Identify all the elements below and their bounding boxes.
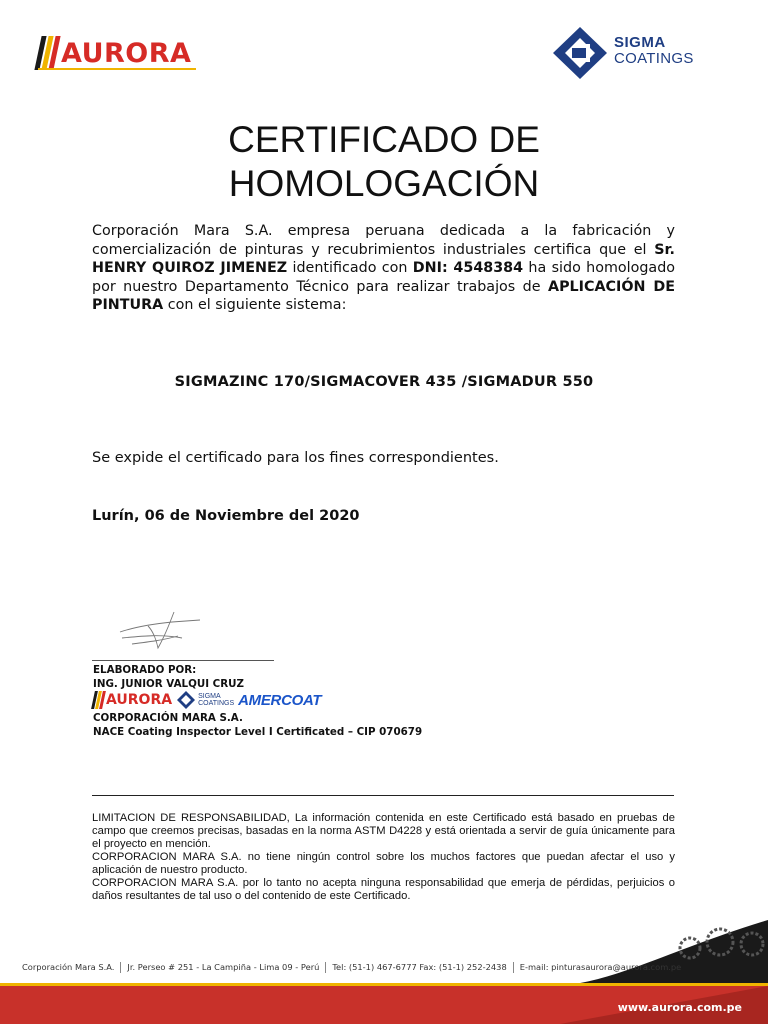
signature-line	[92, 660, 274, 661]
holder-dni: DNI: 4548384	[412, 260, 524, 276]
disclaimer-divider	[92, 795, 674, 796]
mini-sigma-line2: COATINGS	[198, 700, 235, 707]
aurora-logo-text: AURORA	[61, 37, 192, 69]
preparer-name: ING. JUNIOR VALQUI CRUZ	[93, 678, 244, 690]
prepared-by-block	[93, 663, 244, 691]
signature-image	[112, 608, 212, 658]
issue-statement: Se expide el certificado para los fines correspondientes.	[92, 450, 499, 466]
mini-amercoat-logo: AMERCOAT	[238, 691, 322, 709]
body-text-3: ha sido homologado por nuestro Departamento Técnico para realizar trabajos de	[92, 260, 676, 295]
sigma-diamond-icon	[552, 26, 608, 80]
prepared-by-label: ELABORADO POR:	[93, 664, 197, 676]
footer-company: Corporación Mara S.A.	[22, 962, 115, 972]
brand-logos-row	[93, 690, 321, 710]
footer-address: Jr. Perseo # 251 - La Campiña - Lima 09 - Perú	[127, 962, 320, 972]
sigma-logo-line2: COATINGS	[614, 50, 694, 67]
aurora-underline	[38, 68, 196, 70]
mini-sigma-line1: SIGMA	[198, 693, 221, 700]
footer-phone: Tel: (51-1) 467-6777 Fax: (51-1) 252-2438	[332, 962, 507, 972]
preparer-certification: NACE Coating Inspector Level I Certificated – CIP 070679	[93, 726, 423, 738]
coating-system: SIGMAZINC 170/SIGMACOVER 435 /SIGMADUR 550	[174, 374, 594, 390]
body-text-2: identificado con	[287, 260, 413, 276]
sigma-coatings-logo	[552, 26, 702, 80]
aurora-logo	[38, 34, 191, 72]
body-text-4: con el siguiente sistema:	[163, 297, 347, 313]
mini-sigma-diamond-icon	[176, 690, 196, 710]
title-line-1: CERTIFICADO DE	[228, 119, 540, 160]
footer-gear-decoration-icon	[560, 920, 768, 986]
mini-aurora-flag-icon	[93, 691, 104, 709]
footer-email: E-mail: pinturasaurora@aurora.com.pe	[519, 962, 682, 972]
certificate-body	[92, 222, 675, 315]
disclaimer-paragraph-1: LIMITACION DE RESPONSABILIDAD, La información contenida en este Certificado está basado en pruebas de campo que creemos precisas, basadas en la norma ASTM D4228 y está orientada a servir de guía únicamente para el proyecto en mención.	[92, 812, 675, 850]
body-text-1: Corporación Mara S.A. empresa peruana dedicada a la fabricación y comercialización de pinturas y recubrimientos industriales certifica que el	[92, 223, 675, 258]
footer-contact-info	[22, 962, 681, 973]
preparer-affiliation	[93, 711, 422, 739]
page-title	[0, 118, 768, 206]
mini-aurora-logo	[93, 691, 172, 709]
aurora-flag-icon	[38, 36, 57, 70]
holder-name: Sr. HENRY QUIROZ JIMENEZ	[92, 241, 675, 276]
mini-aurora-text: AURORA	[106, 692, 173, 708]
disclaimer	[92, 812, 675, 903]
sigma-logo-text	[614, 35, 694, 66]
work-type: APLICACIÓN DE PINTURA	[92, 278, 675, 313]
disclaimer-paragraph-3: CORPORACION MARA S.A. por lo tanto no acepta ninguna responsabilidad que emerja de pérdidas, perjuicios o daños resultantes de tal uso o del contenido de este Certificado.	[92, 877, 675, 902]
title-line-2: HOMOLOGACIÓN	[228, 163, 540, 204]
mini-sigma-logo	[176, 690, 234, 710]
sigma-logo-line1: SIGMA	[614, 34, 666, 51]
footer-website-link[interactable]: www.aurora.com.pe	[617, 1001, 742, 1014]
preparer-company: CORPORACIÓN MARA S.A.	[93, 712, 243, 724]
issue-date: Lurín, 06 de Noviembre del 2020	[92, 508, 360, 524]
disclaimer-paragraph-2: CORPORACION MARA S.A. no tiene ningún control sobre los muchos factores que puedan afectar el uso y aplicación de nuestro producto.	[92, 851, 675, 876]
